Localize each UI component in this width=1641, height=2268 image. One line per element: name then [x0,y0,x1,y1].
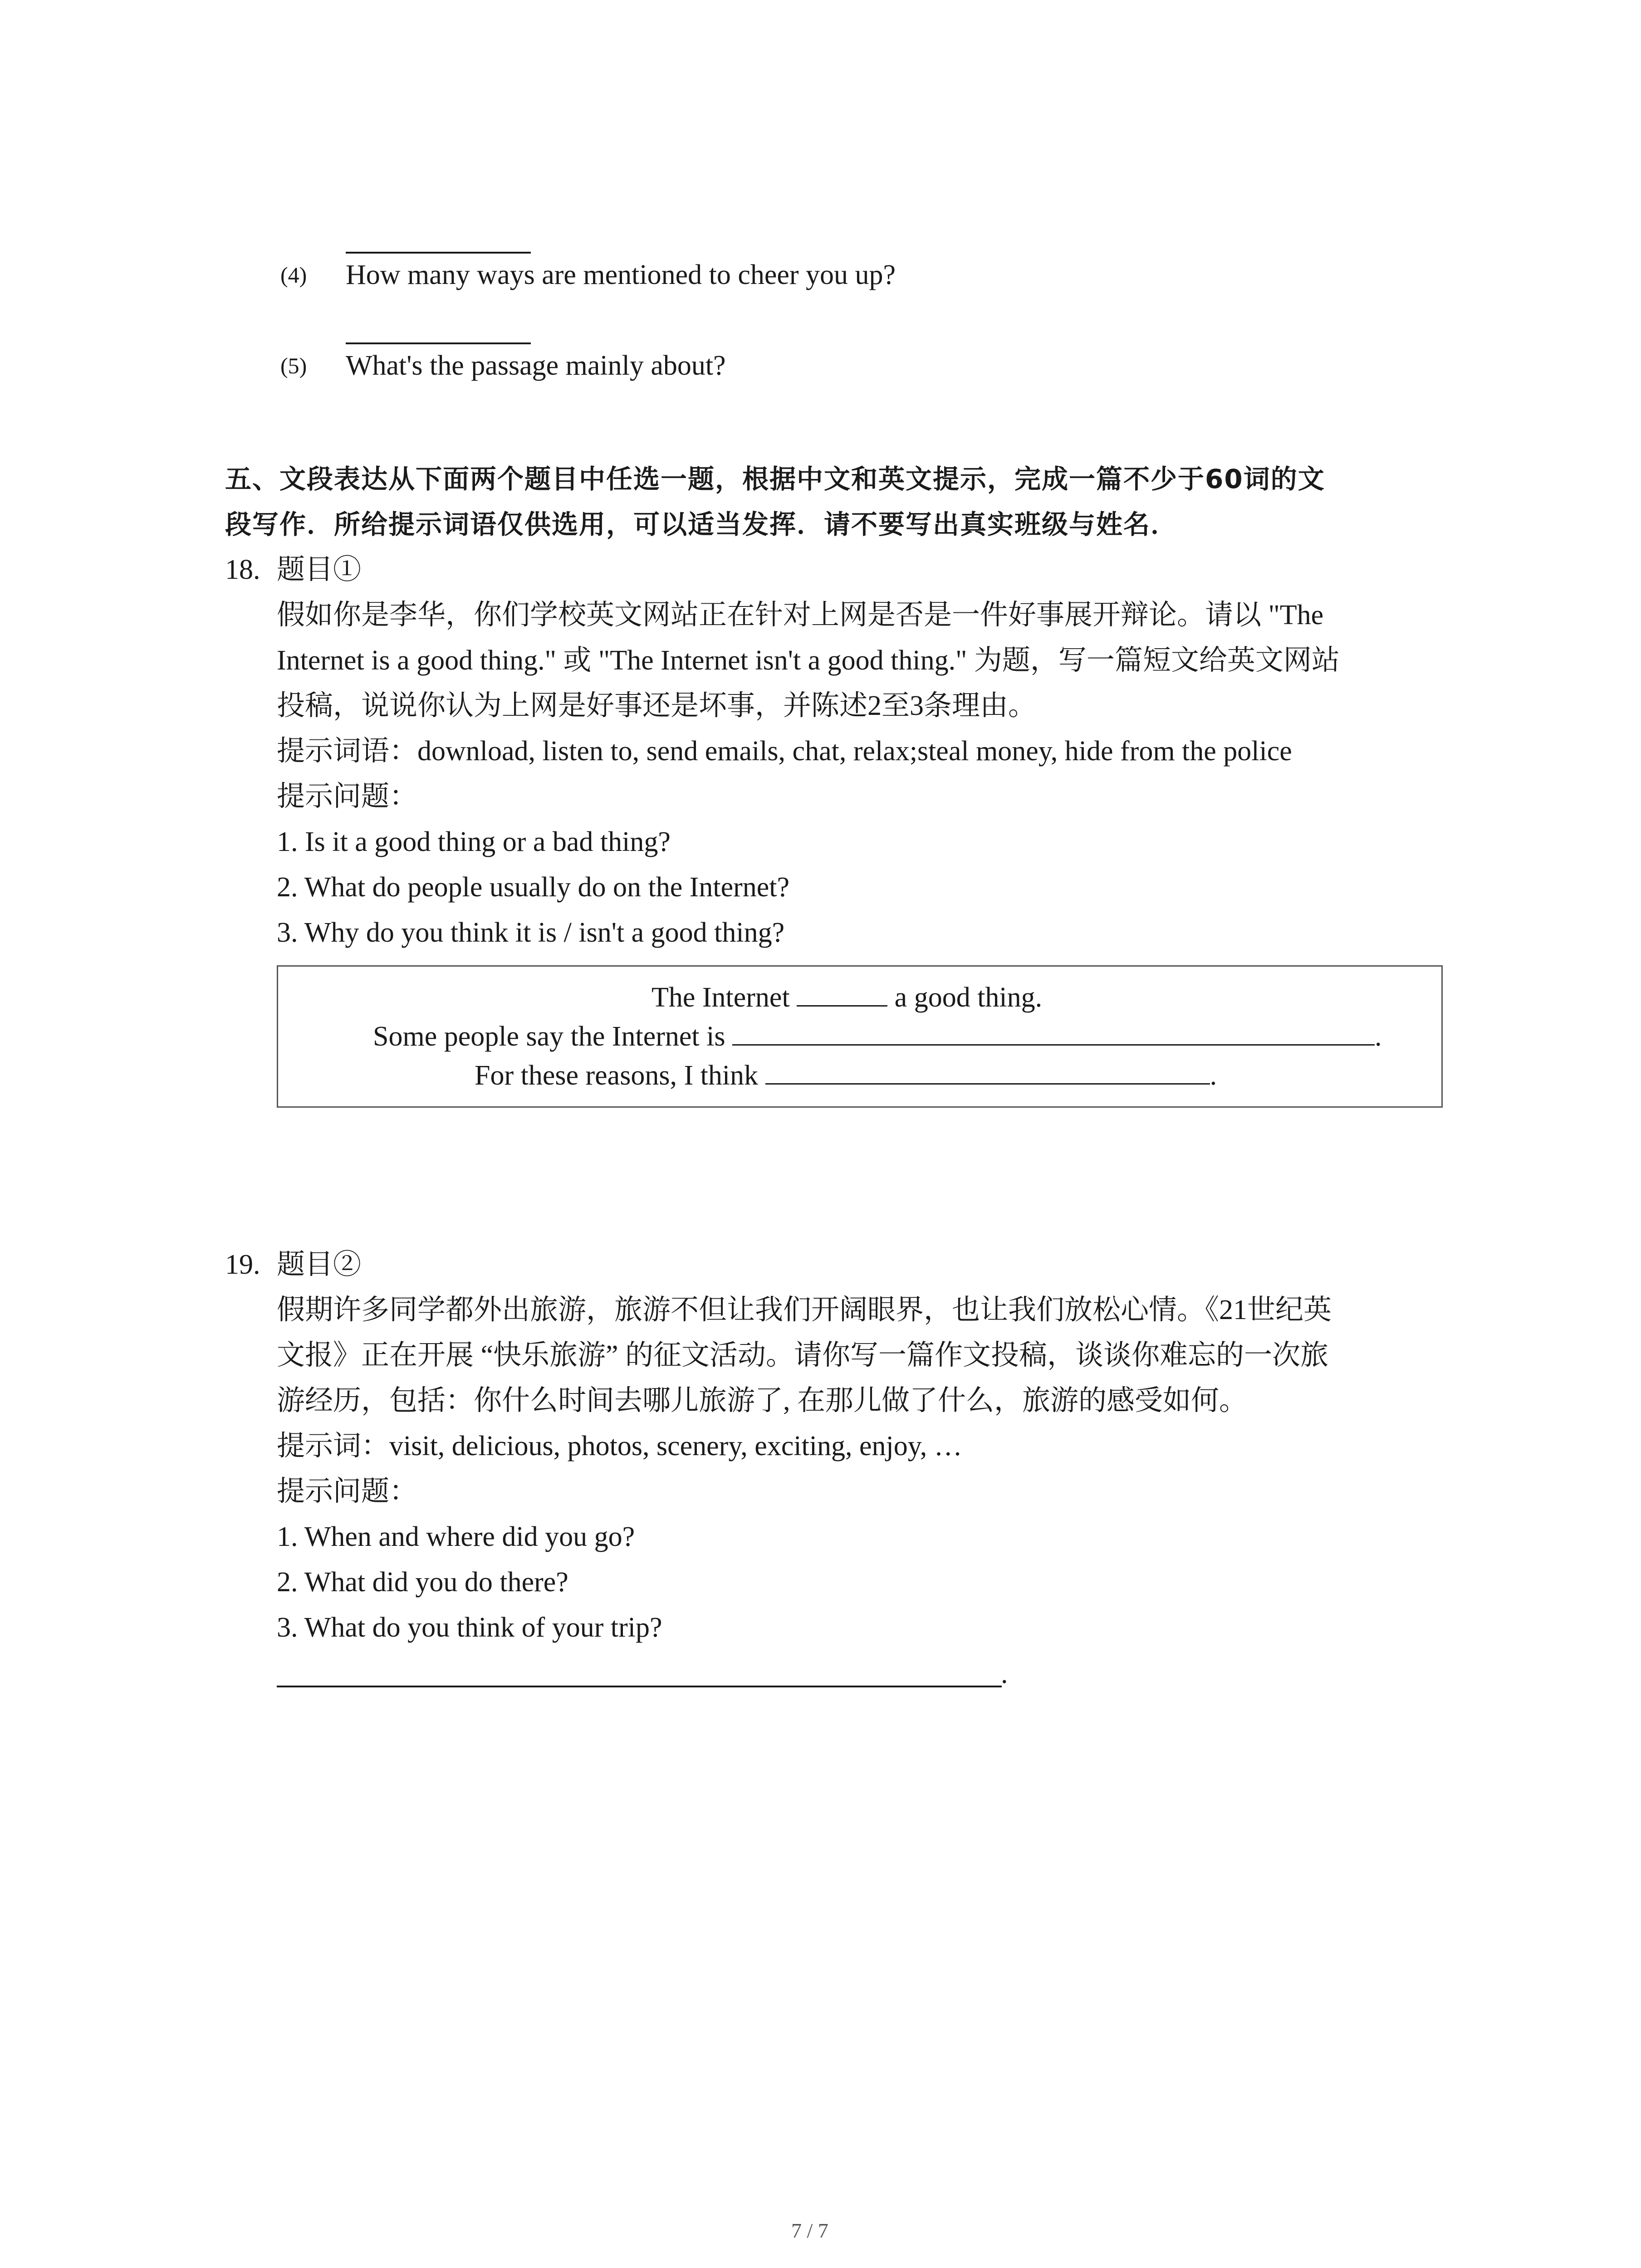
frame-line-1 [652,977,1042,1018]
frame-line-3-start: For these reasons, I think [475,1060,759,1091]
writing-answer-line[interactable] [277,1686,1002,1687]
question-19-hint-label: 提示问题： [277,1476,418,1507]
question-18-number: 18. [225,554,260,585]
question-19-body-line: 假期许多同学都外出旅游，旅游不但让我们开阔眼界，也让我们放松心情。《21世纪英 [277,1295,1332,1325]
question-text: What's the passage mainly about? [346,350,726,381]
frame-line-2 [373,1016,1382,1057]
frame-line-3 [475,1055,1217,1096]
question-18-hint-words: 提示词语：download, listen to, send emails, chat, relax;steal money, hide from the police [277,736,1292,767]
question-18-body-line: 假如你是李华，你们学校英文网站正在针对上网是否是一件好事展开辩论。请以 "The [277,600,1324,631]
page-number: 7 / 7 [791,2219,828,2242]
question-18-hint-label: 提示问题： [277,781,418,812]
question-18-title: 题目① [277,554,362,585]
question-19-hint-question: 2. What did you do there? [277,1567,568,1598]
question-19-title: 题目② [277,1249,362,1280]
frame-line-1-start: The Internet [652,982,790,1013]
blank-opinion[interactable] [732,1017,1375,1046]
section-heading-line1: 五、文段表达从下面两个题目中任选一题，根据中文和英文提示，完成一篇不少于60词的文 [225,464,1325,494]
question-18-body-line: 投稿，说说你认为上网是好事还是坏事，并陈述2至3条理由。 [277,690,1037,721]
question-18-hint-question: 1. Is it a good thing or a bad thing? [277,826,671,857]
question-18-hint-question: 2. What do people usually do on the Internet? [277,872,790,903]
question-18-body-line: Internet is a good thing." 或 "The Internet isn't a good thing." 为题，写一篇短文给英文网站 [277,645,1340,676]
question-19-number: 19. [225,1249,260,1280]
question-19-body-line: 文报》正在开展 “快乐旅游” 的征文活动。请你写一篇作文投稿，谈谈你难忘的一次旅 [277,1340,1329,1371]
frame-line-2-start: Some people say the Internet is [373,1021,725,1052]
section-heading-line2: 段写作．所给提示词语仅供选用，可以适当发挥．请不要写出真实班级与姓名． [225,509,1178,540]
frame-line-2-end: . [1375,1021,1382,1052]
question-number: (4) [280,262,307,288]
writing-answer-end-mark: . [1001,1658,1008,1689]
frame-line-1-end: a good thing. [894,982,1043,1013]
question-text: How many ways are mentioned to cheer you up? [346,259,896,290]
question-number: (5) [280,353,307,378]
question-19-hint-question: 1. When and where did you go? [277,1521,635,1552]
frame-line-3-end: . [1210,1060,1217,1091]
question-19-hint-words: 提示词：visit, delicious, photos, scenery, exciting, enjoy, … [277,1431,962,1461]
question-19-body-line: 游经历，包括：你什么时间去哪儿旅游了, 在那儿做了什么，旅游的感受如何。 [277,1385,1248,1416]
blank-conclusion[interactable] [765,1056,1210,1085]
question-19-hint-question: 3. What do you think of your trip? [277,1612,662,1643]
blank-is-isnt[interactable] [797,978,887,1007]
question-18-hint-question: 3. Why do you think it is / isn't a good thing? [277,917,785,948]
